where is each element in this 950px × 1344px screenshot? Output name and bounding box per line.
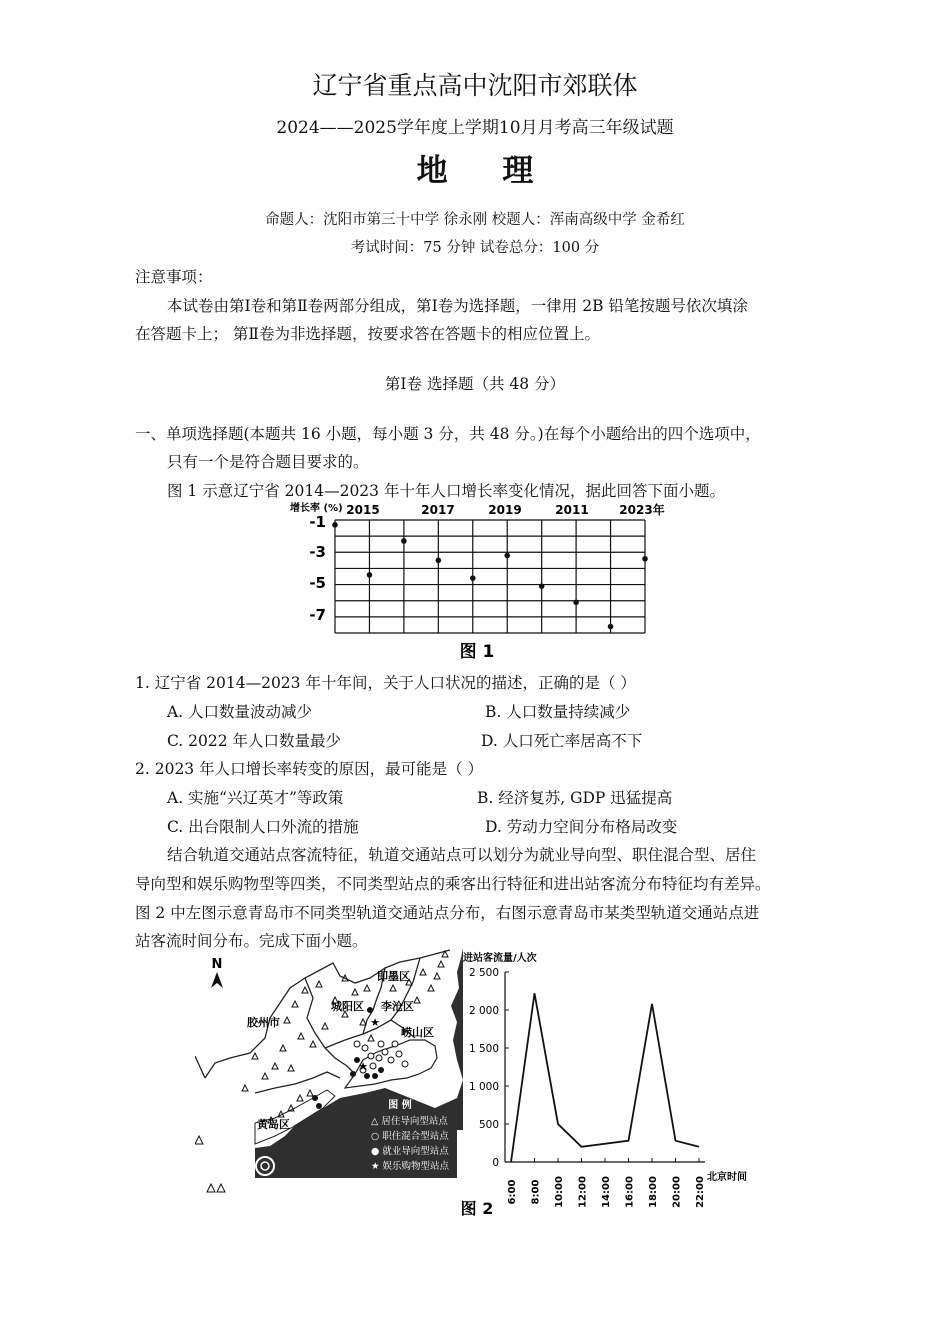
residential-station-icon — [284, 1017, 290, 1023]
passage2-line-2: 导向型和娱乐购物型等四类，不同类型站点的乘客出行特征和进出站客流分布特征均有差异。 — [135, 875, 771, 893]
residential-station-icon — [242, 1085, 248, 1091]
mixed-station-icon — [382, 1049, 388, 1055]
q2-stem: 2. 2023 年人口增长率转变的原因，最可能是（ ） — [135, 760, 484, 778]
notice-heading: 注意事项： — [135, 268, 213, 286]
x-tick-label: 16:00 — [624, 1176, 636, 1208]
figure1-ytick: -1 — [309, 513, 326, 531]
data-point-2021 — [573, 600, 579, 606]
figure2-line-chart — [462, 951, 747, 1208]
authors-line: 命题人：沈阳市第三十中学 徐永刚 校题人：浑南高级中学 金希红 — [265, 212, 685, 228]
y-tick-label: 1 500 — [468, 1043, 499, 1055]
figure2 — [195, 948, 765, 1223]
residential-station-icon — [272, 1063, 278, 1069]
notice-line-2: 在答题卡上； 第Ⅱ卷为非选择题，按要求答在答题卡的相应位置上。 — [135, 325, 600, 343]
residential-station-icon — [364, 985, 370, 991]
employment-station-icon — [378, 1067, 384, 1073]
y-tick-label: 1 000 — [468, 1081, 499, 1093]
subject-title: 地 理 — [416, 153, 556, 189]
residential-station-icon — [280, 1045, 286, 1051]
residential-station-icon — [262, 1073, 268, 1079]
passage2-line-4: 站客流时间分布。完成下面小题。 — [135, 932, 368, 950]
y-tick-label: 0 — [492, 1157, 499, 1169]
employment-station-icon — [312, 1095, 318, 1101]
legend-item: ● 就业导向型站点 — [371, 1146, 449, 1157]
employment-station-icon — [372, 1073, 378, 1079]
figure1-top-label: 2023年 — [619, 503, 665, 517]
x-tick-label: 20:00 — [671, 1176, 683, 1208]
section-instruction-2: 只有一个是符合题目要求的。 — [167, 453, 369, 471]
residential-station-icon — [310, 1041, 316, 1047]
mixed-station-icon — [392, 1041, 398, 1047]
district-huangdao: 黄岛区 — [257, 1118, 290, 1131]
data-point-2014 — [332, 522, 338, 528]
data-point-2018 — [470, 575, 476, 581]
legend-title: 图 例 — [388, 1100, 412, 1111]
q1-option-d: D. 人口死亡率居高不下 — [481, 732, 643, 750]
q1-option-a: A. 人口数量波动减少 — [167, 703, 313, 721]
residential-station-icon — [420, 969, 426, 975]
figure2-map — [195, 948, 463, 1192]
mixed-station-icon — [388, 1057, 394, 1063]
x-tick-label: 6:00 — [507, 1179, 518, 1205]
residential-station-icon — [434, 973, 440, 979]
y-tick-label: 2 000 — [468, 1005, 499, 1017]
mixed-station-icon — [370, 1063, 376, 1069]
residential-station-icon — [368, 1035, 374, 1041]
north-label: N — [211, 957, 223, 972]
q2-option-d: D. 劳动力空间分布格局改变 — [485, 818, 678, 836]
q2-option-a: A. 实施“兴辽英才”等政策 — [167, 789, 344, 807]
chart2-xticks — [507, 1158, 706, 1208]
figure1-top-label: 2015 — [346, 503, 380, 517]
y-tick-label: 2 500 — [468, 967, 499, 979]
notice-line-1: 本试卷由第Ⅰ卷和第Ⅱ卷两部分组成，第Ⅰ卷为选择题，一律用 2B 铅笔按题号依次填涂 — [167, 297, 748, 315]
passage2-line-1: 结合轨道交通站点客流特征，轨道交通站点可以划分为就业导向型、职住混合型、居住 — [167, 846, 757, 864]
figure2-caption: 图 2 — [460, 1199, 494, 1218]
mixed-station-icon — [354, 1041, 360, 1047]
figure1-top-label: 2017 — [421, 503, 455, 517]
x-tick-label: 22:00 — [695, 1176, 706, 1208]
figure1-top-label: 2019 — [488, 503, 522, 517]
entertainment-station-icon: ★ — [370, 1016, 380, 1029]
data-point-2019 — [504, 553, 510, 559]
residential-station-icon — [352, 989, 358, 995]
figure1-points — [332, 522, 648, 629]
legend-item: ★ 娱乐购物型站点 — [371, 1161, 450, 1172]
employment-station-icon — [350, 1071, 356, 1077]
data-point-2020 — [539, 583, 545, 589]
residential-station-icon — [360, 1019, 366, 1025]
q1-option-c: C. 2022 年人口数量最少 — [167, 732, 342, 750]
residential-station-icon — [307, 1090, 313, 1096]
exam-school-title: 辽宁省重点高中沈阳市郊联体 — [312, 71, 638, 100]
figure1-ytick: -7 — [309, 606, 326, 624]
residential-station-icon — [322, 1023, 328, 1029]
mixed-station-icon — [396, 1051, 402, 1057]
residential-station-icon — [292, 1001, 298, 1007]
residential-station-icon — [298, 1033, 304, 1039]
q2-option-c: C. 出台限制人口外流的措施 — [167, 818, 359, 836]
residential-station-icon — [316, 981, 322, 987]
entertainment-station-icon: ★ — [358, 1060, 368, 1073]
residential-station-icon — [414, 997, 420, 1003]
x-tick-label: 12:00 — [577, 1176, 589, 1208]
exam-title: 2024——2025学年度上学期10月月考高三年级试题 — [276, 118, 674, 138]
mixed-station-icon — [368, 1053, 374, 1059]
y-tick-label: 500 — [478, 1119, 499, 1131]
legend-item: △ 居住导向型站点 — [371, 1116, 448, 1127]
residential-station-icon — [302, 987, 308, 993]
employment-station-icon — [364, 1073, 370, 1079]
figure1-intro: 图 1 示意辽宁省 2014—2023 年十年人口增长率变化情况，据此回答下面小题。 — [167, 482, 725, 500]
residential-station-icon — [390, 985, 396, 991]
boundary-line — [305, 978, 355, 1074]
mixed-station-icon — [376, 1055, 382, 1061]
data-point-2023 — [642, 556, 648, 562]
data-point-2022 — [608, 624, 614, 630]
employment-station-icon — [316, 1103, 322, 1109]
x-tick-label: 14:00 — [601, 1176, 612, 1208]
mixed-station-icon — [402, 1061, 408, 1067]
chart2-yticks — [469, 967, 509, 1169]
mixed-station-icon — [378, 1041, 384, 1047]
q1-option-b: B. 人口数量持续减少 — [485, 703, 631, 721]
residential-station-icon — [288, 1065, 294, 1071]
chart2-series-line — [511, 993, 699, 1162]
district-chengyang: 城阳区 — [331, 1000, 364, 1013]
x-tick-label: 18:00 — [648, 1176, 659, 1208]
figure1-ytick: -5 — [309, 574, 326, 592]
figure1-ytick: -3 — [309, 543, 326, 561]
residential-station-icon — [438, 961, 444, 967]
x-tick-label: 8:00 — [530, 1179, 542, 1205]
figure1-top-label: 2011 — [555, 503, 589, 517]
figure1-caption: 图 1 — [459, 642, 495, 662]
chart2-xlabel: 北京时间 — [707, 1172, 747, 1183]
district-jiaozhou: 胶州市 — [247, 1016, 280, 1029]
residential-station-icon — [297, 1095, 303, 1101]
q2-option-b: B. 经济复苏, GDP 迅猛提高 — [477, 789, 673, 807]
figure1-grid — [335, 520, 645, 633]
figure1-ylabel: 增长率 (%) — [290, 503, 343, 514]
residential-station-icon — [252, 1053, 258, 1059]
section-title: 第Ⅰ卷 选择题（共 48 分） — [384, 375, 566, 393]
figure1-chart — [280, 500, 670, 665]
time-score-line: 考试时间：75 分钟 试卷总分：100 分 — [350, 240, 600, 256]
chart2-ylabel: 进站客流量/人次 — [463, 953, 537, 964]
district-jimo: 即墨区 — [377, 970, 410, 983]
district-laoshan: 崂山区 — [401, 1026, 434, 1039]
data-point-2017 — [436, 558, 442, 564]
mixed-station-icon — [362, 1045, 368, 1051]
employment-station-icon — [367, 1007, 373, 1013]
x-tick-label: 10:00 — [554, 1176, 565, 1208]
passage2-line-3: 图 2 中左图示意青岛市不同类型轨道交通站点分布，右图示意青岛市某类型轨道交通站点进 — [135, 904, 760, 922]
legend-item: ○ 职住混合型站点 — [371, 1131, 449, 1142]
data-point-2015 — [367, 572, 373, 578]
district-licang: 李沧区 — [381, 1000, 414, 1013]
data-point-2016 — [401, 538, 407, 544]
residential-station-icon — [428, 985, 434, 991]
section-instruction-1: 一、单项选择题(本题共 16 小题，每小题 3 分，共 48 分。)在每个小题给出的四个选项中， — [135, 425, 761, 443]
q1-stem: 1. 辽宁省 2014—2023 年十年间，关于人口状况的描述，正确的是（ ） — [135, 674, 636, 692]
north-arrow-icon — [211, 972, 223, 988]
